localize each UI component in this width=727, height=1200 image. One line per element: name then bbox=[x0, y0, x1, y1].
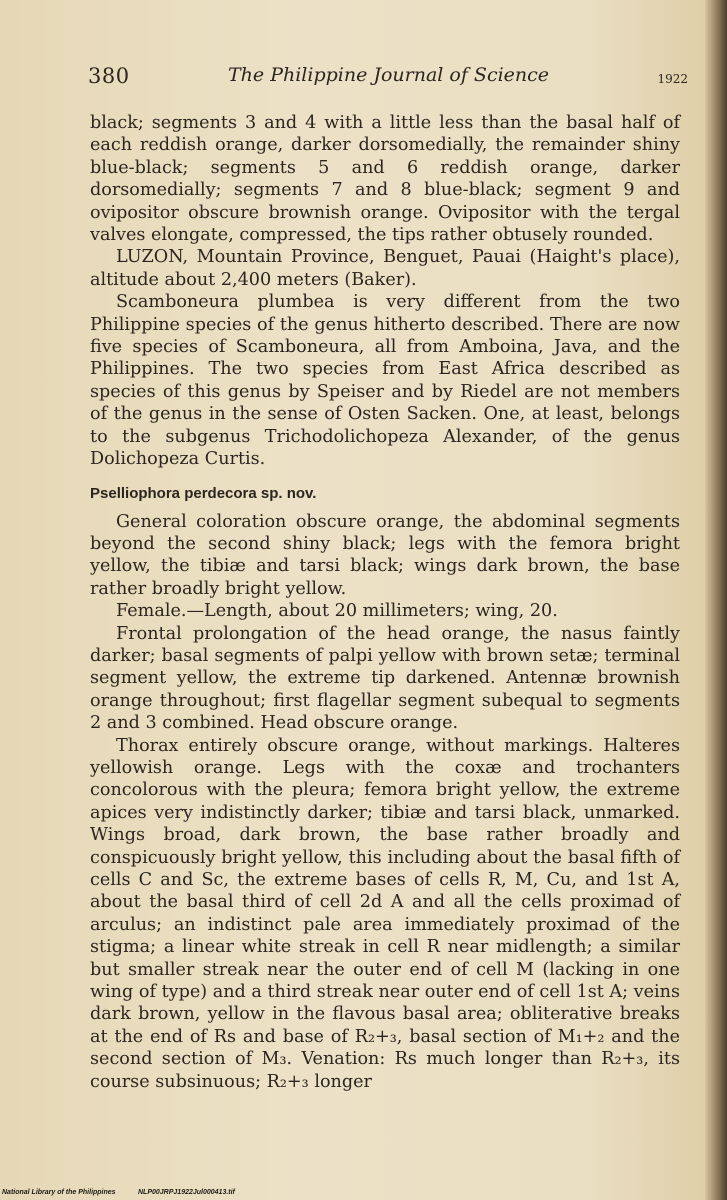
species-heading: Pselliophora perdecora sp. nov. bbox=[90, 484, 317, 502]
header-year: 1922 bbox=[657, 72, 688, 86]
page-header bbox=[88, 64, 688, 94]
footer-filename: NLP00JRPJ1922Jul000413.tif bbox=[138, 1189, 235, 1196]
footer-library: National Library of the Philippines bbox=[2, 1189, 116, 1196]
page-edge-shadow bbox=[705, 0, 727, 1200]
running-title: The Philippine Journal of Science bbox=[228, 64, 550, 86]
paragraph: LUZON, Mountain Province, Benguet, Pauai (Haight's place), altitude about 2,400 meters (Baker). bbox=[90, 247, 680, 290]
paragraph: Frontal prolongation of the head orange, the nasus faintly darker; basal segments of palpi yellow with brown setæ; terminal segment yellow, the extreme tip darkened. Antennæ brownish orange throughout; first flagellar segment subequal to segments 2 and 3 combined. Head obscure orange. bbox=[90, 623, 680, 734]
paragraph: black; segments 3 and 4 with a little less than the basal half of each reddish orange, darker dorsomedially, the remainder shiny blue-black; segments 5 and 6 reddish orange, darker dorsomedially; segments 7 and 8 blue-black; segment 9 and ovipositor obscure brownish orange. Ovipositor with the tergal valves elongate, compressed, the tips rather obtusely rounded. bbox=[90, 113, 680, 246]
paragraph: Female.—Length, about 20 millimeters; wing, 20. bbox=[116, 601, 558, 622]
page-number: 380 bbox=[88, 64, 130, 88]
paragraph: Thorax entirely obscure orange, without markings. Halteres yellowish orange. Legs with the coxæ and trochanters concolorous with the pleura; femora bright yellow, the extreme apices very indistinctly darker; tibiæ and tarsi black, unmarked. Wings broad, dark brown, the base rather broadly and conspicuously bright yellow, this including about the basal fifth of cells C and Sc, the extreme bases of cells R, M, Cu, and 1st A, about the basal third of cell 2d A and all the cells proximad of arculus; an indistinct pale area immediately proximad of the stigma; a linear white streak in cell R near midlength; a similar but smaller streak near the outer end of cell M (lacking in one wing of type) and a third streak near outer end of cell 1st A; veins dark brown, yellow in the flavous basal area; obliterative breaks at the end of Rs and base of R₂+₃, basal section of M₁+₂ and the second section of M₃. Venation: Rs much longer than R₂+₃, its course subsinuous; R₂+₃ longer bbox=[90, 735, 680, 1092]
paragraph: General coloration obscure orange, the abdominal segments beyond the second shiny black; legs with the femora bright yellow, the tibiæ and tarsi black; wings dark brown, the base rather broadly bright yellow. bbox=[90, 511, 680, 599]
body-text bbox=[90, 112, 680, 1093]
scan-footer bbox=[0, 1187, 727, 1200]
paragraph: Scamboneura plumbea is very different from the two Philippine species of the genus hitherto described. There are now five species of Scamboneura, all from Amboina, Java, and the Philippines. The two species from East Africa described as species of this genus by Speiser and by Riedel are not members of the genus in the sense of Osten Sacken. One, at least, belongs to the subgenus Trichodolichopeza Alexander, of the genus Dolichopeza Curtis. bbox=[90, 292, 680, 470]
